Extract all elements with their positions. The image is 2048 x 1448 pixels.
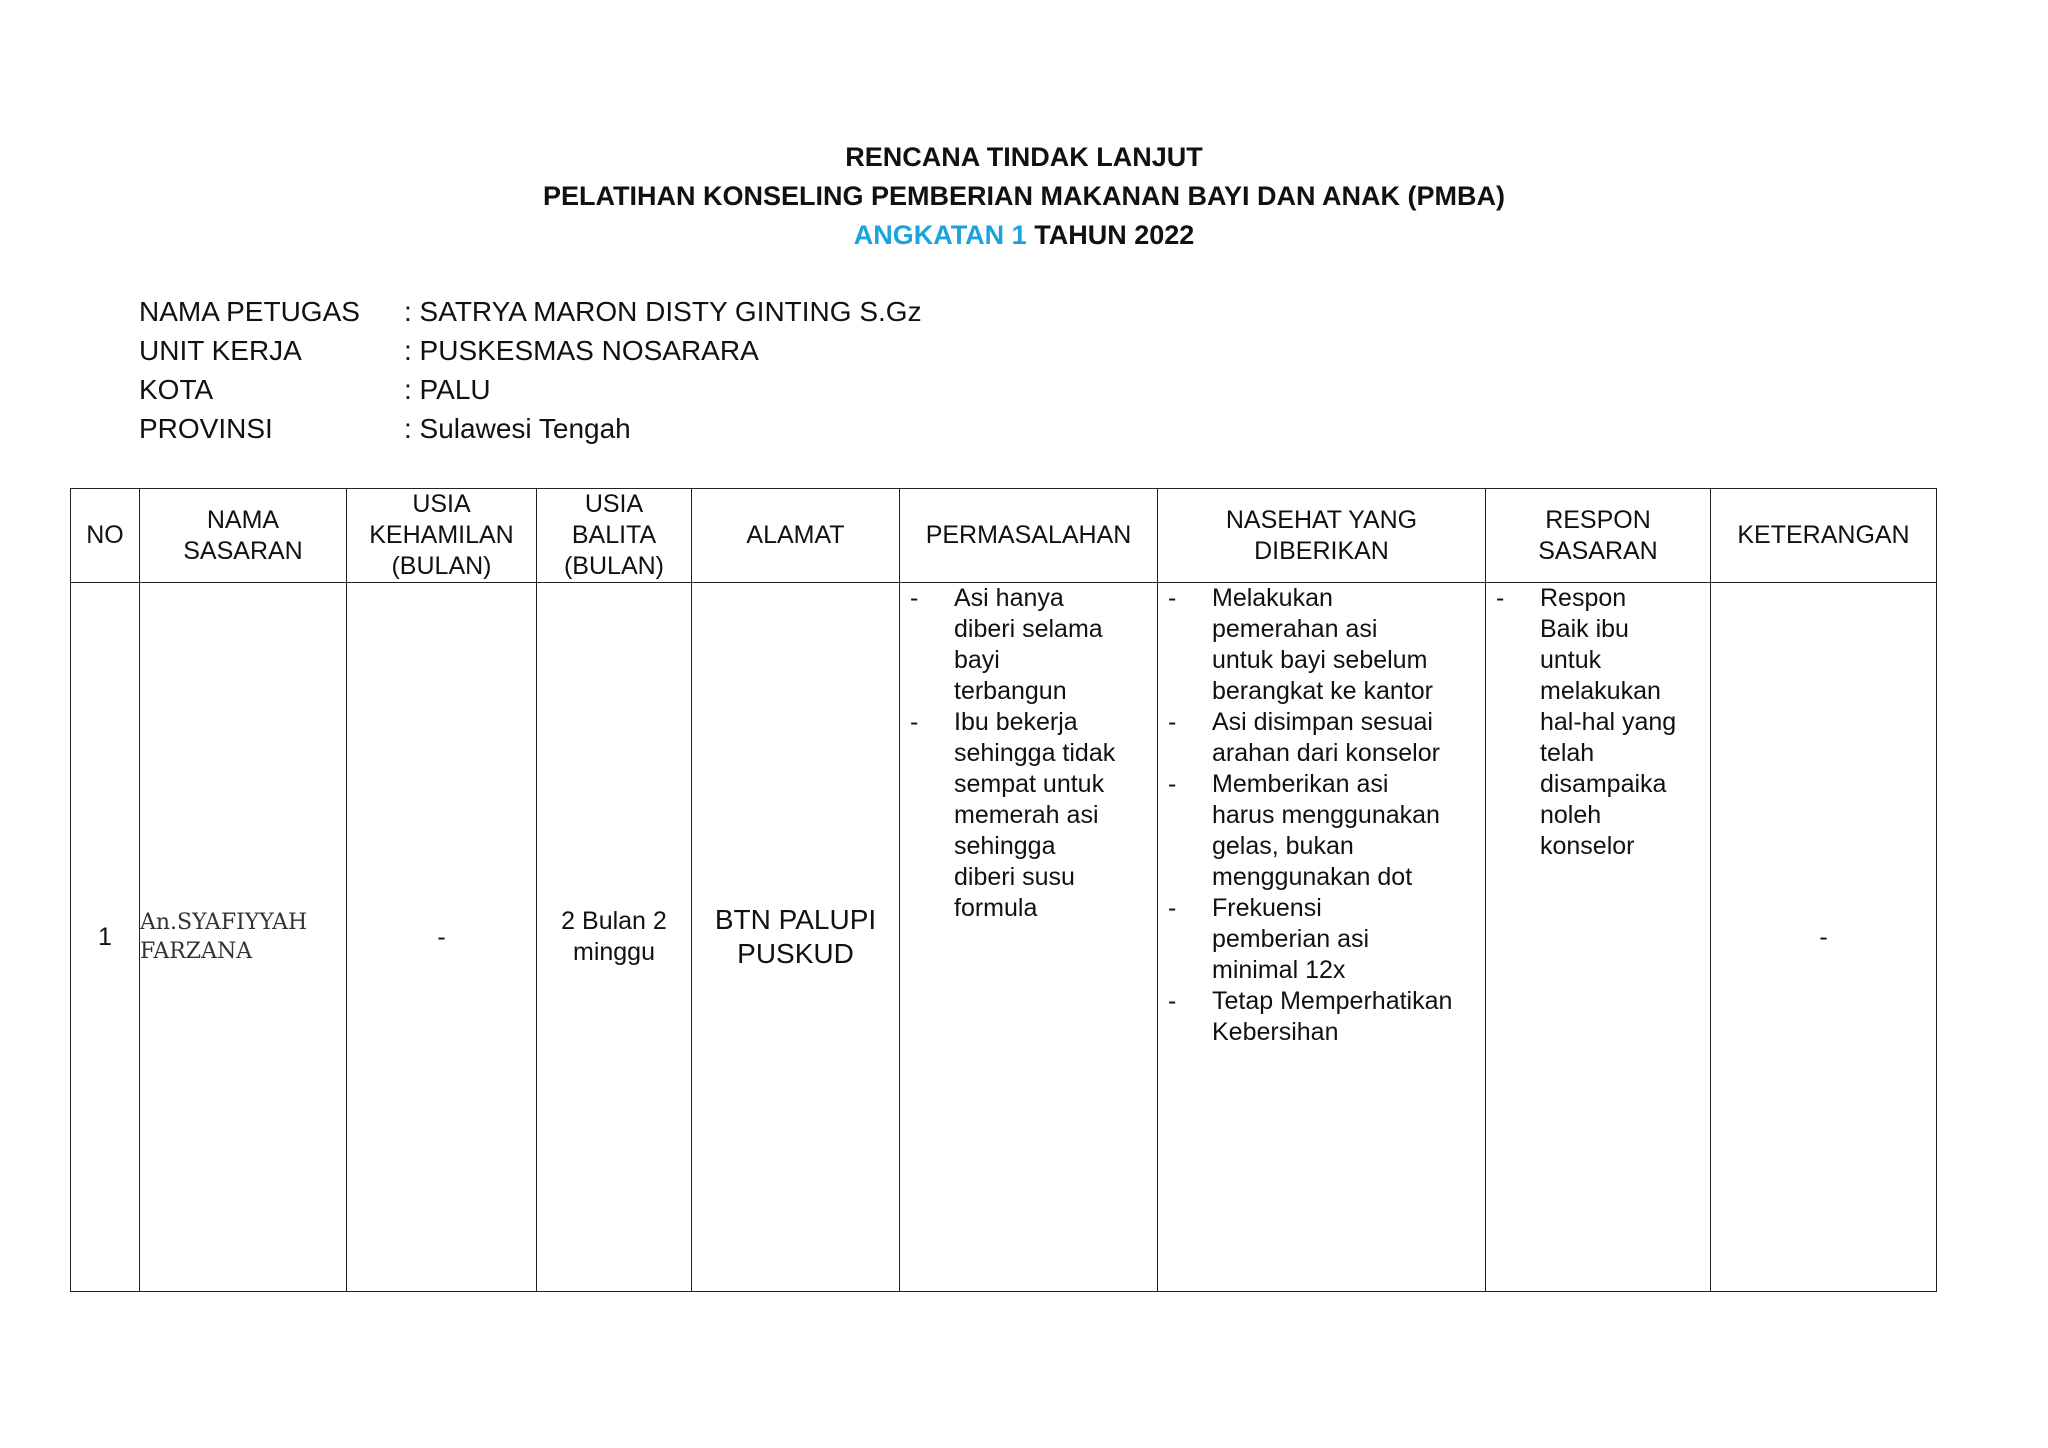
document-title bbox=[0, 138, 2048, 255]
cell-alamat: BTN PALUPI PUSKUD bbox=[692, 583, 900, 1292]
list-item-line: terbangun bbox=[954, 677, 1067, 705]
list-item bbox=[1158, 893, 1481, 986]
list-item-line: harus menggunakan bbox=[1212, 801, 1440, 829]
list-item-line: sehingga tidak bbox=[954, 739, 1116, 767]
list-item-line: Memberikan asi bbox=[1212, 770, 1389, 798]
cell-no: 1 bbox=[71, 583, 140, 1292]
list-item bbox=[900, 583, 1153, 707]
table-header-row bbox=[71, 489, 1937, 583]
info-row-nama-petugas bbox=[139, 292, 922, 331]
cell-nasehat bbox=[1158, 583, 1486, 1292]
angkatan-label: ANGKATAN 1 bbox=[853, 220, 1027, 250]
header-usia-kehamilan: USIA KEHAMILAN (BULAN) bbox=[347, 489, 537, 583]
info-value: : PALU bbox=[404, 374, 491, 405]
list-item bbox=[1158, 769, 1481, 893]
list-item-line: Melakukan bbox=[1212, 584, 1333, 612]
list-item bbox=[900, 707, 1153, 924]
list-item bbox=[1158, 707, 1481, 769]
list-item-line: sempat untuk bbox=[954, 770, 1105, 798]
list-item-line: gelas, bukan bbox=[1212, 832, 1354, 860]
respon-list bbox=[1486, 583, 1710, 862]
list-item-line: Kebersihan bbox=[1212, 1018, 1339, 1046]
list-item-line: diberi selama bbox=[954, 615, 1103, 643]
officer-info bbox=[139, 292, 922, 448]
nasehat-list bbox=[1158, 583, 1485, 1048]
list-item bbox=[1158, 583, 1481, 707]
list-item-line: Frekuensi bbox=[1212, 894, 1322, 922]
list-item-line: pemberian asi bbox=[1212, 925, 1370, 953]
cell-keterangan: - bbox=[1711, 583, 1937, 1292]
header-alamat: ALAMAT bbox=[692, 489, 900, 583]
list-item-line: Asi disimpan sesuai bbox=[1212, 708, 1433, 736]
list-item-line: Asi hanya bbox=[954, 584, 1064, 612]
list-item-line: formula bbox=[954, 894, 1038, 922]
cell-usia-balita: 2 Bulan 2 minggu bbox=[537, 583, 692, 1292]
list-item-line: memerah asi bbox=[954, 801, 1099, 829]
cell-usia-kehamilan: - bbox=[347, 583, 537, 1292]
list-item-line: pemerahan asi bbox=[1212, 615, 1378, 643]
title-line-2: PELATIHAN KONSELING PEMBERIAN MAKANAN BAYI DAN ANAK (PMBA) bbox=[542, 181, 1505, 211]
info-row-provinsi bbox=[139, 409, 922, 448]
header-keterangan: KETERANGAN bbox=[1711, 489, 1937, 583]
table-row bbox=[71, 583, 1937, 1292]
list-item-line: diberi susu bbox=[954, 863, 1075, 891]
list-item-line: Ibu bekerja bbox=[954, 708, 1078, 736]
list-item-line: disampaika bbox=[1540, 770, 1667, 798]
title-line-3 bbox=[0, 216, 2048, 255]
info-label: UNIT KERJA bbox=[139, 335, 302, 366]
list-item-line: bayi bbox=[954, 646, 1000, 674]
list-item bbox=[1486, 583, 1706, 862]
list-item-line: untuk bbox=[1540, 646, 1602, 674]
list-item-line: noleh bbox=[1540, 801, 1602, 829]
header-nama-sasaran: NAMA SASARAN bbox=[140, 489, 347, 583]
list-item-line: Tetap Memperhatikan bbox=[1212, 987, 1453, 1015]
list-item-line: telah bbox=[1540, 739, 1595, 767]
cell-respon bbox=[1486, 583, 1711, 1292]
title-line-1: RENCANA TINDAK LANJUT bbox=[845, 142, 1203, 172]
list-item-line: Baik ibu bbox=[1540, 615, 1629, 643]
header-nasehat: NASEHAT YANG DIBERIKAN bbox=[1158, 489, 1486, 583]
header-permasalahan: PERMASALAHAN bbox=[900, 489, 1158, 583]
tahun-label: TAHUN 2022 bbox=[1034, 220, 1195, 250]
list-item-line: berangkat ke kantor bbox=[1212, 677, 1433, 705]
list-item-line: konselor bbox=[1540, 832, 1635, 860]
follow-up-table bbox=[70, 488, 1937, 1292]
info-value: : SATRYA MARON DISTY GINTING S.Gz bbox=[404, 296, 922, 327]
list-item-line: sehingga bbox=[954, 832, 1056, 860]
list-item-line: minimal 12x bbox=[1212, 956, 1346, 984]
cell-nama-sasaran: An.SYAFIYYAH FARZANA bbox=[140, 583, 347, 1292]
info-row-unit-kerja bbox=[139, 331, 922, 370]
info-label: PROVINSI bbox=[139, 413, 273, 444]
info-label: NAMA PETUGAS bbox=[139, 296, 360, 327]
header-respon: RESPON SASARAN bbox=[1486, 489, 1711, 583]
list-item-line: hal-hal yang bbox=[1540, 708, 1677, 736]
info-value: : PUSKESMAS NOSARARA bbox=[404, 335, 759, 366]
list-item-line: Respon bbox=[1540, 584, 1627, 612]
info-row-kota bbox=[139, 370, 922, 409]
list-item bbox=[1158, 986, 1481, 1048]
header-no: NO bbox=[71, 489, 140, 583]
permasalahan-list bbox=[900, 583, 1157, 924]
list-item-line: menggunakan dot bbox=[1212, 863, 1413, 891]
info-label: KOTA bbox=[139, 374, 214, 405]
list-item-line: untuk bayi sebelum bbox=[1212, 646, 1428, 674]
list-item-line: melakukan bbox=[1540, 677, 1661, 705]
header-usia-balita: USIA BALITA (BULAN) bbox=[537, 489, 692, 583]
cell-permasalahan bbox=[900, 583, 1158, 1292]
list-item-line: arahan dari konselor bbox=[1212, 739, 1440, 767]
info-value: : Sulawesi Tengah bbox=[404, 413, 631, 444]
